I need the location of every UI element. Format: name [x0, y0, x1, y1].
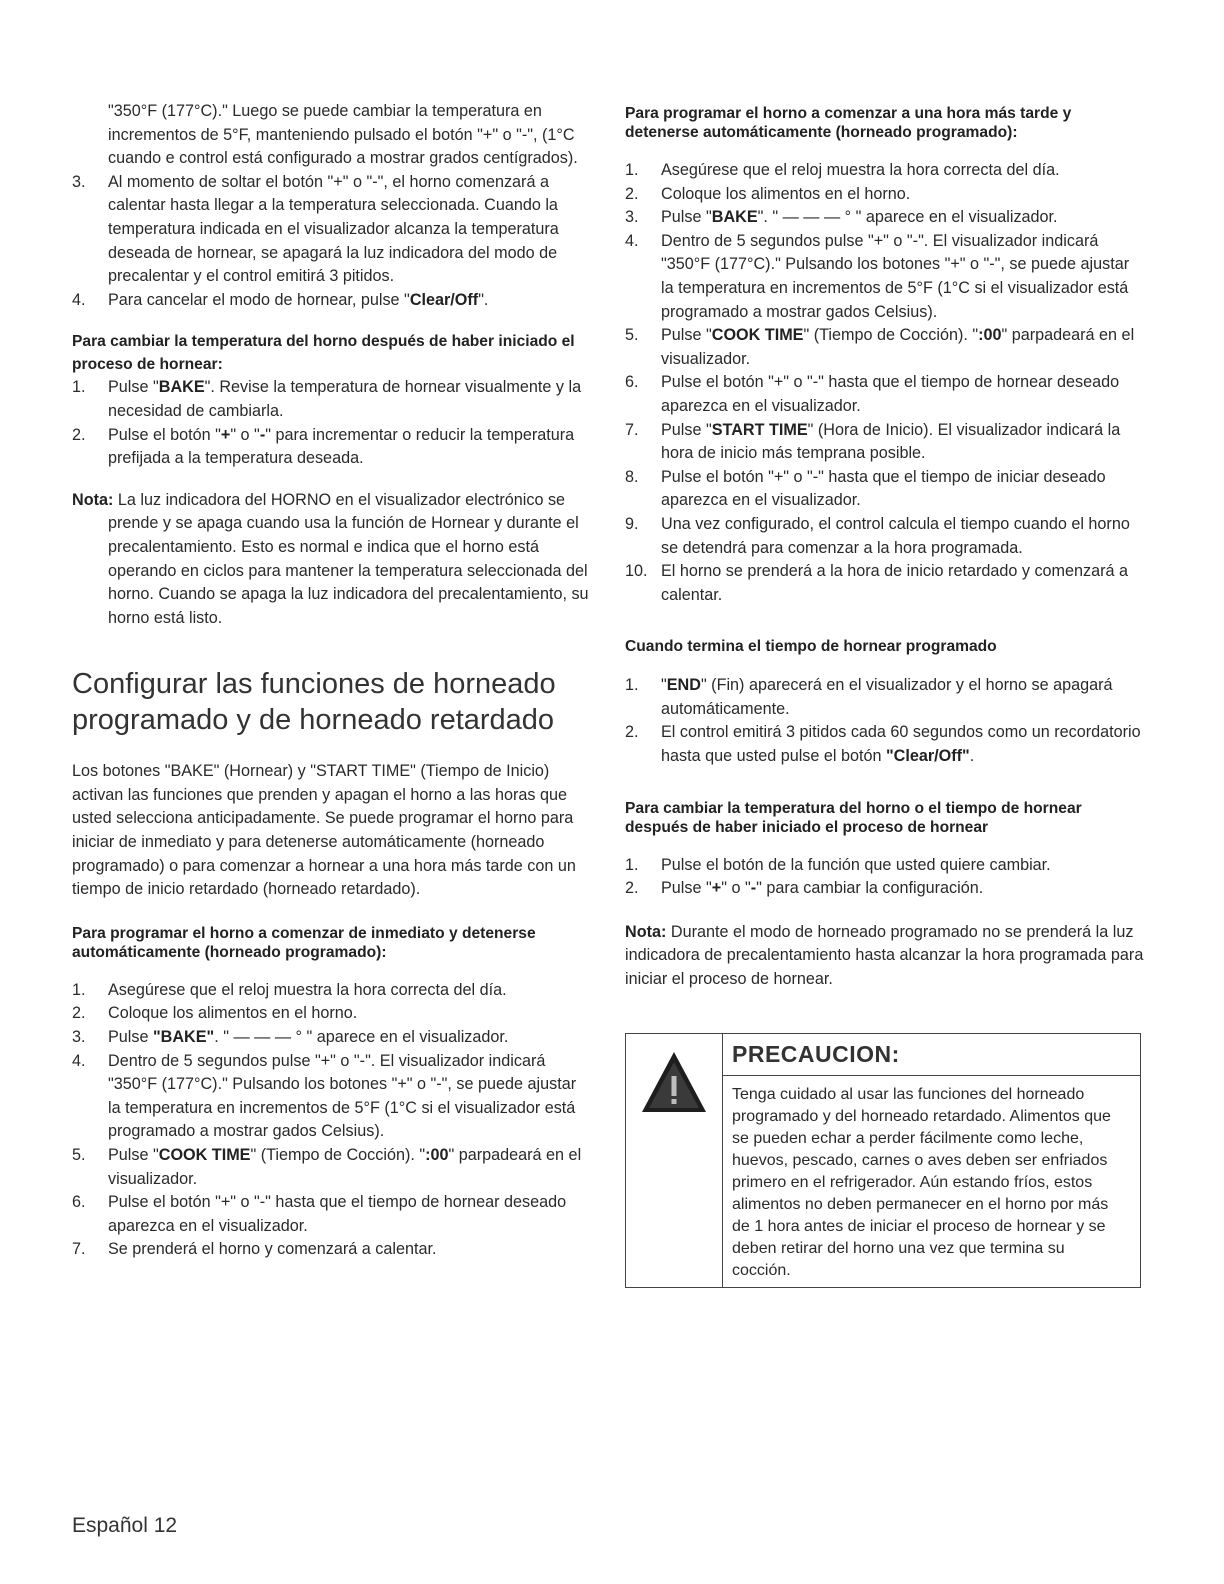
list-item	[72, 1002, 592, 1026]
list-item	[72, 1144, 592, 1191]
item-text: Asegúrese que el reloj muestra la hora correcta del día.	[661, 161, 1060, 179]
item-text: " parpadeará en el visualizador.	[661, 326, 1135, 368]
item-text: ". " — — — ° " aparece en el visualizador.	[757, 208, 1058, 227]
item-bold: -	[750, 879, 757, 898]
item-text: " (Hora de Inicio). El visualizador indicará la hora de inicio más temprana posible.	[661, 420, 1121, 463]
item-text: ".	[478, 290, 489, 309]
item-text: Coloque los alimentos en el horno.	[661, 184, 911, 203]
note-label: Nota:	[625, 922, 667, 941]
item-text: Pulse "	[661, 208, 712, 227]
item-text: Pulse "	[661, 420, 712, 439]
item-number: 1.	[625, 855, 639, 874]
note-text: La luz indicadora del HORNO en el visualizador electrónico se prende y se apaga cuando usa la función de Hornear y durante el precalentamiento. Esto es normal e indica que el horno está operando en ciclos para mantener la temperatura seleccionada del horno. Cuando se apaga la luz indicadora del precalentamiento, su horno está listo.	[108, 490, 589, 627]
item-bold: BAKE	[711, 208, 758, 227]
caution-icon-cell	[626, 1034, 723, 1287]
item-number: 7.	[625, 420, 639, 439]
item-number: 1.	[625, 161, 639, 179]
list-item	[625, 877, 1145, 901]
note-paragraph	[72, 489, 592, 631]
list-item	[625, 560, 1145, 607]
list-item	[625, 419, 1145, 466]
list-item	[72, 1050, 592, 1144]
item-number: 1.	[72, 980, 86, 999]
item-number: 2.	[72, 1004, 86, 1023]
item-text: Pulse el botón "+" o "-" hasta que el tiempo de hornear deseado aparezca en el visualizador.	[108, 1193, 567, 1235]
item-number: 2.	[625, 723, 639, 742]
item-text: . " — — — ° " aparece en el visualizador.	[214, 1028, 509, 1047]
item-bold: +	[220, 425, 231, 444]
item-text: " para cambiar la configuración.	[756, 879, 984, 898]
item-text: Una vez configurado, el control calcula el tiempo cuando el horno se detendrá para comenzar a la hora programada.	[661, 514, 1130, 557]
item-number: 8.	[625, 467, 639, 486]
item-text: Dentro de 5 segundos pulse "+" o "-". El visualizador indicará "350°F (177°C)." Pulsando los botones "+" o "-", se puede ajustar la temperatura en incrementos de 5°F (1°C si el visualizador está programado a mostrar gados Celsius).	[661, 231, 1130, 321]
item-bold: "BAKE"	[153, 1028, 215, 1047]
item-number: 4.	[72, 290, 86, 309]
item-number: 1.	[72, 378, 86, 397]
item-number: 3.	[625, 208, 639, 227]
list-item	[72, 1026, 592, 1050]
note-label: Nota:	[72, 490, 114, 509]
item-text: Pulse "	[108, 378, 159, 397]
item-text: El horno se prenderá a la hora de inicio retardado y comenzará a calentar.	[661, 562, 1129, 604]
caution-title: PRECAUCION:	[722, 1034, 1140, 1076]
change-heading: Para cambiar la temperatura del horno o el tiempo de hornear después de haber iniciado el proceso de hornear	[625, 799, 1082, 836]
item-bold: COOK TIME	[711, 326, 804, 345]
left-column	[72, 100, 592, 1262]
item-number: 2.	[625, 879, 639, 898]
list-item	[72, 424, 592, 471]
item-text: Pulse el botón "	[108, 425, 221, 444]
change-list	[625, 854, 1145, 901]
item-number: 10.	[625, 562, 648, 581]
item-text: " (Tiempo de Cocción). "	[803, 326, 979, 345]
item-text: Pulse "	[661, 326, 712, 345]
item-number: 3.	[72, 172, 86, 191]
item-bold: Clear/Off	[409, 290, 479, 309]
immediate-list	[72, 979, 592, 1262]
item-text: Para cancelar el modo de hornear, pulse "	[108, 290, 410, 309]
item-number: 4.	[625, 231, 639, 250]
item-text: " o "	[721, 879, 751, 898]
end-list	[625, 674, 1145, 768]
item-number: 4.	[72, 1051, 86, 1070]
delayed-heading: Para programar el horno a comenzar a una hora más tarde y detenerse automáticamente (horneado programado):	[625, 105, 1072, 141]
item-text: " parpadeará en el visualizador.	[108, 1146, 582, 1188]
item-text: Pulse "	[108, 1146, 159, 1164]
item-text: Pulse el botón "+" o "-" hasta que el tiempo de iniciar deseado aparezca en el visualizador.	[661, 467, 1106, 510]
warning-triangle-icon	[626, 1040, 722, 1120]
list-item	[625, 466, 1145, 513]
item-bold: END	[666, 676, 701, 695]
item-text: " (Fin) aparecerá en el visualizador y el horno se apagará automáticamente.	[661, 676, 1113, 718]
item-text: .	[969, 747, 975, 766]
item-text: ". Revise la temperatura de hornear visualmente y la necesidad de cambiarla.	[108, 378, 582, 420]
item-text: Pulse el botón "+" o "-" hasta que el tiempo de hornear deseado aparezca en el visualizador.	[661, 373, 1120, 415]
item-number: 5.	[625, 326, 639, 345]
item-number: 1.	[625, 676, 639, 695]
item-bold: BAKE	[158, 378, 205, 397]
immediate-heading: Para programar el horno a comenzar de inmediato y detenerse automáticamente (horneado programado):	[72, 924, 536, 961]
list-item	[625, 324, 1145, 371]
page-footer: Español 12	[72, 1514, 178, 1537]
section-title: Configurar las funciones de horneado programado y de horneado retardado	[72, 668, 556, 737]
list-item	[625, 230, 1145, 324]
item-text: "	[661, 676, 667, 695]
item-number: 7.	[72, 1240, 86, 1259]
list-item	[625, 721, 1145, 768]
item-bold: COOK TIME	[158, 1146, 251, 1164]
item-text: Se prenderá el horno y comenzará a calentar.	[108, 1240, 437, 1259]
list-item	[72, 979, 592, 1003]
list-item	[625, 159, 1145, 183]
item-text: Asegúrese que el reloj muestra la hora correcta del día.	[108, 980, 507, 999]
item-bold: :00	[425, 1146, 449, 1164]
item-bold: +	[711, 879, 722, 898]
list-item	[625, 674, 1145, 721]
item-text: " para incrementar o reducir la temperatura prefijada a la temperatura deseada.	[108, 425, 575, 468]
item-text: El control emitirá 3 pitidos cada 60 segundos como un recordatorio hasta que usted pulse el botón	[661, 723, 1141, 766]
list-item	[72, 289, 592, 313]
item-text: Coloque los alimentos en el horno.	[108, 1004, 358, 1023]
item-text: " o "	[230, 425, 260, 444]
item-bold: "Clear/Off"	[886, 747, 970, 766]
item-text: " (Tiempo de Cocción). "	[250, 1146, 426, 1164]
list-item	[72, 1238, 592, 1262]
item-number: 2.	[625, 184, 639, 203]
item-number: 2.	[72, 425, 86, 444]
list-item	[625, 371, 1145, 418]
list-item	[625, 206, 1145, 230]
list-item	[72, 171, 592, 289]
item-text: Pulse el botón de la función que usted quiere cambiar.	[661, 855, 1051, 874]
caution-body: Tenga cuidado al usar las funciones del horneado programado y del horneado retardado. Alimentos que se pueden echar a perder fácilmente como leche, huevos, pescado, carnes o aves deben ser enfriados primero en el refrigerador. Aún estando fríos, estos alimentos no deben permanecer en el horno por más de 1 hora antes de iniciar el proceso de hornear y se deben retirar del horno una vez que termina su cocción.	[732, 1086, 1111, 1279]
change-temp-list	[72, 376, 592, 470]
list-item	[625, 854, 1145, 878]
right-column	[625, 104, 1145, 992]
item-number: 3.	[72, 1028, 86, 1047]
list-item	[625, 183, 1145, 207]
item-bold: -	[259, 425, 266, 444]
note-text: Durante el modo de horneado programado no se prenderá la luz indicadora de precalentamiento hasta alcanzar la hora programada para iniciar el proceso de hornear.	[625, 922, 1144, 989]
intro-continuation: "350°F (177°C)." Luego se puede cambiar la temperatura en incrementos de 5°F, manteniendo pulsado el botón "+" o "-", (1°C cuando e control está configurado a mostrar grados centígrados).	[108, 102, 578, 168]
intro-list	[72, 171, 592, 313]
item-number: 6.	[625, 373, 639, 392]
end-heading: Cuando termina el tiempo de hornear programado	[625, 638, 997, 656]
item-text: Al momento de soltar el botón "+" o "-", el horno comenzará a calentar hasta llegar a la temperatura seleccionada. Cuando la temperatura indicada en el visualizador alcanza la temperatura deseada de hornear, se apagará la luz indicadora del modo de precalentar y el control emitirá 3 pitidos.	[108, 172, 559, 286]
item-text: Pulse	[108, 1028, 153, 1047]
list-item	[72, 376, 592, 423]
item-bold: :00	[978, 326, 1002, 345]
change-temp-heading: Para cambiar la temperatura del horno después de haber iniciado el proceso de hornear:	[72, 333, 575, 374]
list-item	[625, 513, 1145, 560]
item-text: Pulse "	[661, 879, 712, 898]
delayed-list	[625, 159, 1145, 607]
list-item	[72, 1191, 592, 1238]
item-bold: START TIME	[711, 420, 808, 439]
note-paragraph	[625, 921, 1145, 992]
item-number: 6.	[72, 1193, 86, 1212]
item-number: 5.	[72, 1146, 86, 1164]
item-number: 9.	[625, 514, 639, 533]
item-text: Dentro de 5 segundos pulse "+" o "-". El visualizador indicará "350°F (177°C)." Pulsando los botones "+" o "-", se puede ajustar la temperatura en incrementos de 5°F (1°C si el visualizador está programado a mostrar gados Celsius).	[108, 1051, 577, 1141]
section-intro: Los botones "BAKE" (Hornear) y "START TIME" (Tiempo de Inicio) activan las funciones que prenden y apagan el horno a las horas que usted selecciona anticipadamente. Se puede programar el horno para iniciar de inmediato y para detenerse automáticamente (horneado programado) o para comenzar a hornear a una hora más tarde con un tiempo de inicio retardado (horneado retardado).	[72, 762, 576, 899]
caution-box	[625, 1033, 1141, 1288]
